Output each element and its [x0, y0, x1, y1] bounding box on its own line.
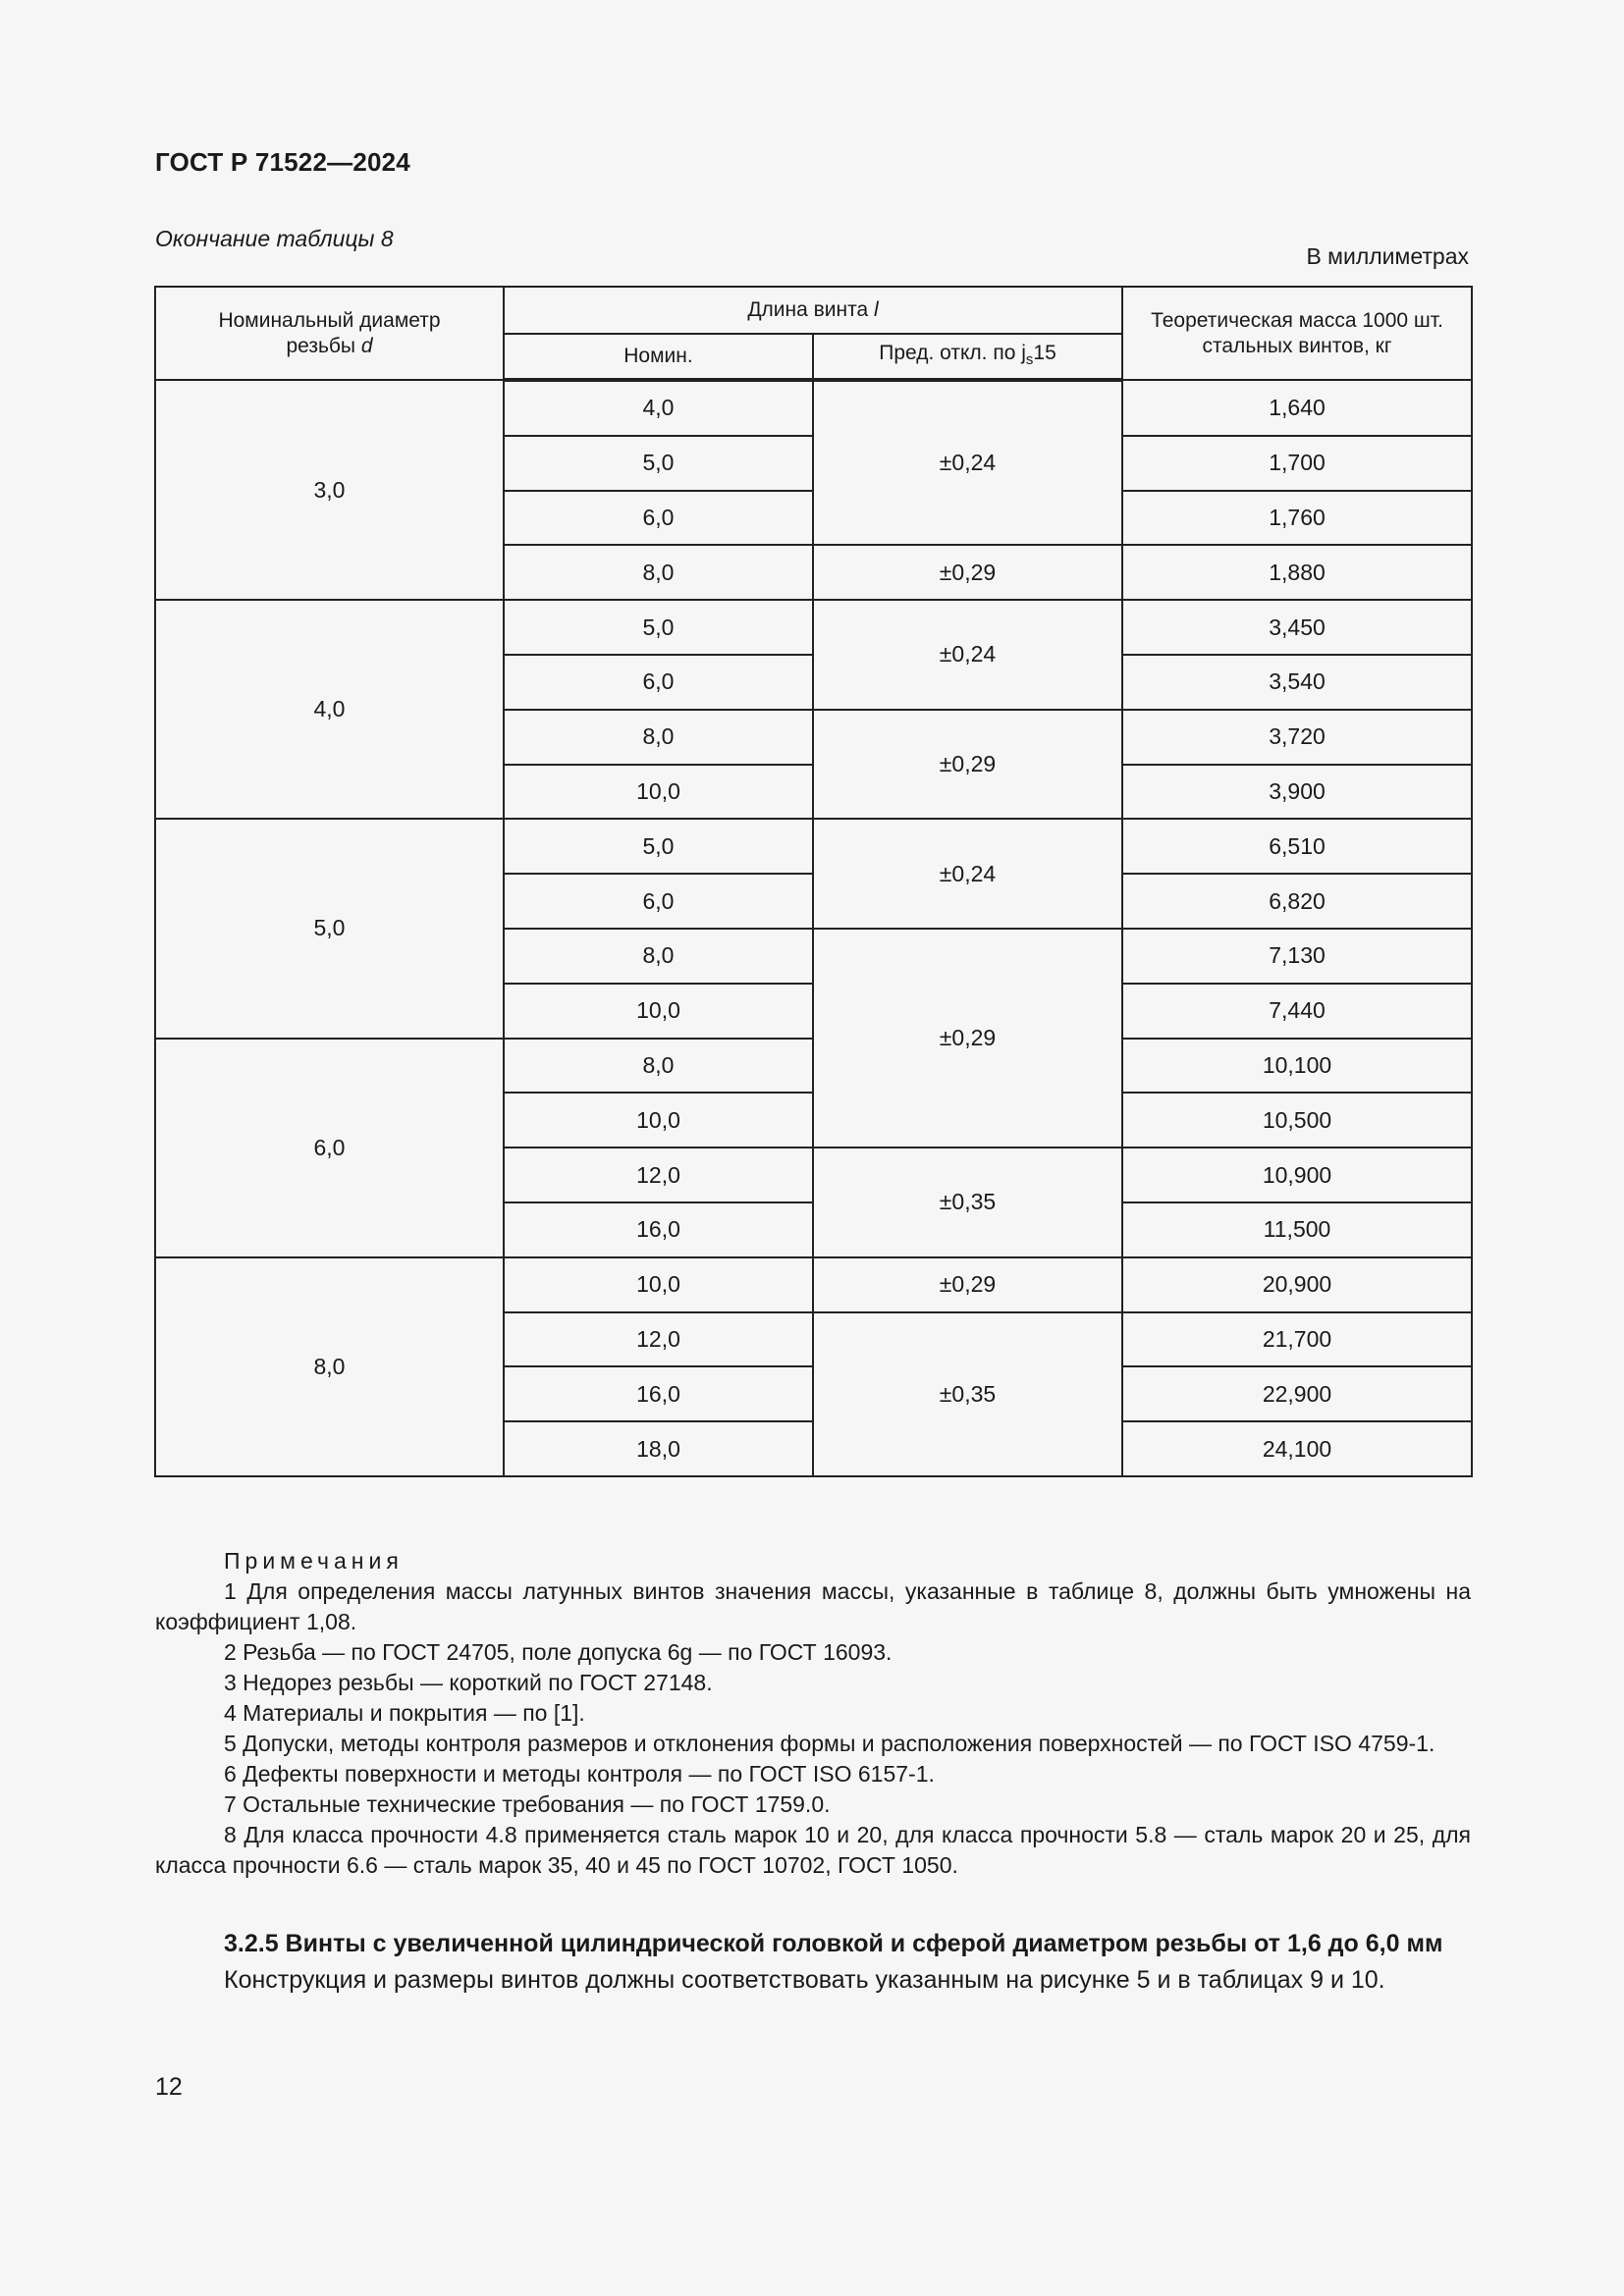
document-header: ГОСТ Р 71522—2024	[155, 147, 410, 177]
section-body: Конструкция и размеры винтов должны соответствовать указанным на рисунке 5 и в таблицах 9 и 10.	[224, 1966, 1385, 1994]
cell-nominal: 6,0	[504, 491, 813, 546]
section-heading: 3.2.5 Винты с увеличенной цилиндрической головкой и сферой диаметром резьбы от 1,6 до 6,0 мм	[224, 1930, 1443, 1957]
cell-mass: 21,700	[1122, 1312, 1472, 1367]
units-label: В миллиметрах	[1306, 243, 1469, 269]
header-nominal: Номин.	[504, 334, 813, 380]
cell-mass: 1,760	[1122, 491, 1472, 546]
cell-nominal: 4,0	[504, 380, 813, 436]
cell-tolerance: ±0,35	[813, 1312, 1122, 1476]
cell-tolerance: ±0,24	[813, 600, 1122, 710]
table-caption	[155, 226, 394, 252]
cell-mass: 7,440	[1122, 984, 1472, 1039]
cell-mass: 10,100	[1122, 1039, 1472, 1094]
cell-mass: 3,720	[1122, 710, 1472, 765]
symbol-l: l	[874, 298, 879, 321]
cell-nominal: 5,0	[504, 819, 813, 874]
cell-nominal: 8,0	[504, 1039, 813, 1094]
section-3-2-5	[155, 1928, 1471, 1997]
header-diameter: Номинальный диаметр резьбы d	[155, 287, 504, 380]
cell-mass: 10,500	[1122, 1093, 1472, 1148]
cell-diameter: 8,0	[155, 1257, 504, 1476]
page-number: 12	[155, 2073, 183, 2101]
cell-mass: 10,900	[1122, 1148, 1472, 1202]
cell-mass: 1,640	[1122, 380, 1472, 436]
cell-nominal: 5,0	[504, 436, 813, 491]
header-length: Длина винта l	[504, 287, 1122, 334]
cell-nominal: 6,0	[504, 655, 813, 710]
cell-diameter: 6,0	[155, 1039, 504, 1257]
cell-diameter: 5,0	[155, 819, 504, 1038]
cell-mass: 22,900	[1122, 1366, 1472, 1421]
table-notes	[155, 1546, 1471, 1881]
cell-mass: 6,510	[1122, 819, 1472, 874]
header-mass: Теоретическая масса 1000 шт. стальных винтов, кг	[1122, 287, 1472, 380]
notes-title: Примечания	[224, 1548, 404, 1574]
cell-nominal: 12,0	[504, 1148, 813, 1202]
cell-tolerance: ±0,29	[813, 545, 1122, 600]
table-row	[155, 600, 1472, 655]
table-header	[155, 287, 1472, 380]
table-row	[155, 819, 1472, 874]
cell-diameter: 4,0	[155, 600, 504, 819]
note-item: 1 Для определения массы латунных винтов значения массы, указанные в таблице 8, должны быть умножены на коэффициент 1,08.	[155, 1578, 1471, 1634]
cell-nominal: 8,0	[504, 710, 813, 765]
cell-mass: 3,900	[1122, 765, 1472, 820]
cell-nominal: 16,0	[504, 1366, 813, 1421]
cell-nominal: 12,0	[504, 1312, 813, 1367]
cell-nominal: 16,0	[504, 1202, 813, 1257]
cell-nominal: 10,0	[504, 984, 813, 1039]
cell-mass: 6,820	[1122, 874, 1472, 929]
table-container	[154, 286, 1471, 1477]
note-item: 6 Дефекты поверхности и методы контроля — по ГОСТ ISO 6157-1.	[224, 1761, 935, 1787]
cell-nominal: 10,0	[504, 1093, 813, 1148]
cell-nominal: 10,0	[504, 1257, 813, 1312]
cell-nominal: 5,0	[504, 600, 813, 655]
note-item: 7 Остальные технические требования — по ГОСТ 1759.0.	[224, 1791, 831, 1817]
cell-nominal: 10,0	[504, 765, 813, 820]
table-row	[155, 1257, 1472, 1312]
cell-tolerance: ±0,24	[813, 819, 1122, 929]
cell-mass: 7,130	[1122, 929, 1472, 984]
cell-mass: 1,880	[1122, 545, 1472, 600]
symbol-d: d	[360, 334, 373, 357]
cell-mass: 11,500	[1122, 1202, 1472, 1257]
cell-nominal: 18,0	[504, 1421, 813, 1476]
cell-tolerance: ±0,29	[813, 929, 1122, 1148]
note-item: 4 Материалы и покрытия — по [1].	[224, 1700, 585, 1726]
screw-mass-table	[154, 286, 1473, 1477]
cell-tolerance: ±0,29	[813, 1257, 1122, 1312]
note-item: 2 Резьба — по ГОСТ 24705, поле допуска 6g — по ГОСТ 16093.	[224, 1639, 893, 1665]
cell-mass: 3,450	[1122, 600, 1472, 655]
note-item: 5 Допуски, методы контроля размеров и отклонения формы и расположения поверхностей — по ГОСТ ISO 4759-1.	[224, 1731, 1435, 1756]
cell-mass: 1,700	[1122, 436, 1472, 491]
table-body	[155, 380, 1472, 1476]
cell-tolerance: ±0,29	[813, 710, 1122, 820]
cell-nominal: 6,0	[504, 874, 813, 929]
cell-mass: 24,100	[1122, 1421, 1472, 1476]
header-tolerance: Пред. откл. по $j_s15$	[813, 334, 1122, 380]
table-row	[155, 380, 1472, 436]
cell-diameter: 3,0	[155, 380, 504, 600]
cell-nominal: 8,0	[504, 929, 813, 984]
cell-nominal: 8,0	[504, 545, 813, 600]
cell-mass: 20,900	[1122, 1257, 1472, 1312]
cell-tolerance: ±0,24	[813, 380, 1122, 545]
cell-mass: 3,540	[1122, 655, 1472, 710]
note-item: 8 Для класса прочности 4.8 применяется сталь марок 10 и 20, для класса прочности 5.8 — сталь марок 20 и 25, для класса прочности 6.6 — сталь марок 35, 40 и 45 по ГОСТ 10702, ГОСТ 1050.	[155, 1822, 1471, 1878]
cell-tolerance: ±0,35	[813, 1148, 1122, 1257]
caption-number: 8	[380, 226, 394, 251]
note-item: 3 Недорез резьбы — короткий по ГОСТ 27148.	[224, 1670, 713, 1695]
caption-prefix: Окончание таблицы	[155, 226, 375, 251]
